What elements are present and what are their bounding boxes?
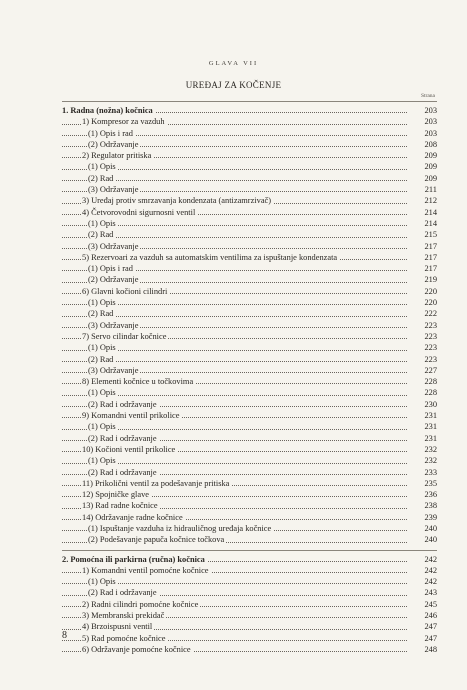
toc-entry[interactable] [62, 274, 437, 285]
toc-entry[interactable] [62, 599, 437, 610]
toc-entry-page: 220 [409, 286, 437, 297]
toc-entry[interactable] [62, 207, 437, 218]
toc-entry-page: 217 [409, 252, 437, 263]
toc-entry[interactable] [62, 633, 437, 644]
toc-entry-page: 238 [409, 500, 437, 511]
toc-entry-title: 14) Održavanje radne kočnice [82, 512, 183, 522]
toc-entry[interactable] [62, 308, 437, 319]
toc-entry[interactable] [62, 565, 437, 576]
toc-entry-title: (1) Opis [88, 343, 116, 353]
toc-entry-page: 219 [409, 274, 437, 285]
toc-entry-title: 1. Radna (nožna) kočnica [62, 106, 153, 115]
toc-entry-title: 1) Komandni ventil pomoćne kočnice [82, 565, 209, 575]
toc-entry[interactable] [62, 297, 437, 308]
toc-entry-page: 235 [409, 478, 437, 489]
toc-entry-page: 214 [409, 207, 437, 218]
toc-entry[interactable] [62, 587, 437, 598]
toc-entry[interactable] [62, 263, 437, 274]
toc-entry-title: (3) Održavanje [88, 185, 139, 195]
toc-entry[interactable] [62, 128, 437, 139]
toc-entry[interactable] [62, 500, 437, 511]
toc-entry-page: 208 [409, 139, 437, 150]
toc-entry-page: 231 [409, 421, 437, 432]
toc-entry-title: (2) Rad i održavanje [88, 399, 157, 409]
toc-entry[interactable] [62, 489, 437, 500]
toc-entry-title: (2) Podešavanje papuča kočnice točkova [88, 535, 225, 545]
toc-entry-title: (3) Održavanje [88, 241, 139, 251]
toc-entry-page: 247 [409, 633, 437, 644]
toc-entry-page: 217 [409, 263, 437, 274]
toc-entry-page: 223 [409, 342, 437, 353]
toc-entry-title: (1) Opis [88, 218, 116, 228]
toc-entry-title: 6) Glavni kočioni cilindri [82, 286, 168, 296]
toc-entry[interactable] [62, 512, 437, 523]
toc-entry-title: 3) Membranski prekidač [82, 611, 165, 621]
toc-entry-title: (2) Rad i održavanje [88, 467, 157, 477]
toc-entry-page: 209 [409, 161, 437, 172]
toc-entry-title: (1) Opis [88, 456, 116, 466]
toc-entry[interactable] [62, 173, 437, 184]
toc-entry-page: 232 [409, 444, 437, 455]
toc-entry-page: 211 [409, 184, 437, 195]
section-title: UREĐAJ ZA KOČENJE [185, 80, 282, 90]
toc-entry[interactable] [62, 150, 437, 161]
toc-entry-page: 223 [409, 320, 437, 331]
toc-entry-title: 4) Četvorovodni sigurnosni ventil [82, 207, 196, 217]
toc-entry-page: 242 [409, 554, 437, 565]
toc-entry-page: 232 [409, 455, 437, 466]
toc-entry[interactable] [62, 116, 437, 127]
toc-entry-page: 248 [409, 644, 437, 655]
toc-entry-title: (1) Opis [88, 388, 116, 398]
toc-entry-title: 12) Spojničke glave [82, 490, 149, 500]
toc-entry-page: 246 [409, 610, 437, 621]
toc-entry-title: (2) Održavanje [88, 139, 139, 149]
toc-entry-page: 242 [409, 576, 437, 587]
toc-entry[interactable] [62, 354, 437, 365]
toc-entry-title: 5) Rezervoari za vazduh sa automatskim ventilima za ispuštanje kondenzata [82, 252, 338, 262]
toc-entry[interactable] [62, 286, 437, 297]
toc-entry[interactable] [62, 478, 437, 489]
section-rule [62, 101, 437, 102]
toc-entry-page: 240 [409, 534, 437, 545]
toc-entry[interactable] [62, 376, 437, 387]
toc-entry-page: 245 [409, 599, 437, 610]
toc-entry[interactable] [62, 433, 437, 444]
toc-entry-title: (1) Opis [88, 577, 116, 587]
toc-entry[interactable] [62, 229, 437, 240]
toc-entry[interactable] [62, 139, 437, 150]
section-rule [62, 550, 437, 551]
toc-entry-page: 214 [409, 218, 437, 229]
toc-entry-title: (1) Opis i rad [88, 264, 133, 274]
toc-entry[interactable] [62, 399, 437, 410]
toc-entry-title: 1) Kompresor za vazduh [82, 117, 165, 127]
toc-entry-page: 209 [409, 150, 437, 161]
toc-entry[interactable] [62, 365, 437, 376]
toc-section-entry[interactable] [62, 105, 437, 116]
toc-entry-title: 11) Prikolični ventil za podešavanje pritiska [82, 478, 230, 488]
toc-entry-page: 243 [409, 587, 437, 598]
toc-entry[interactable] [62, 387, 437, 398]
toc-entry-page: 239 [409, 512, 437, 523]
toc-entry-title: (2) Održavanje [88, 275, 139, 285]
toc-entry-page: 240 [409, 523, 437, 534]
toc-entry-page: 231 [409, 433, 437, 444]
toc-entry-title: 6) Održavanje pomoćne kočnice [82, 644, 191, 654]
toc-entry-title: (1) Opis [88, 422, 116, 432]
toc-entry-title: 4) Brzoispusni ventil [82, 622, 153, 632]
toc-entry-title: (2) Rad [88, 230, 114, 240]
toc-entry[interactable] [62, 621, 437, 632]
toc-entry[interactable] [62, 331, 437, 342]
toc-entry-page: 228 [409, 376, 437, 387]
toc-entry[interactable] [62, 241, 437, 252]
toc-entry-title: (3) Održavanje [88, 365, 139, 375]
table-of-contents [62, 100, 437, 655]
toc-entry-page: 231 [409, 410, 437, 421]
toc-entry-page: 228 [409, 387, 437, 398]
toc-entry[interactable] [62, 218, 437, 229]
toc-entry-title: (2) Rad i održavanje [88, 588, 157, 598]
toc-entry-page: 222 [409, 308, 437, 319]
toc-entry-title: 5) Rad pomoćne kočnice [82, 633, 166, 643]
toc-entry-page: 247 [409, 621, 437, 632]
toc-entry-title: 2) Radni cilindri pomoćne kočnice [82, 599, 199, 609]
toc-entry-title: (1) Opis [88, 298, 116, 308]
toc-entry-title: (2) Rad [88, 354, 114, 364]
toc-entry-page: 220 [409, 297, 437, 308]
toc-entry[interactable] [62, 644, 437, 655]
toc-entry-page: 236 [409, 489, 437, 500]
toc-entry-title: (2) Rad i održavanje [88, 433, 157, 443]
toc-entry[interactable] [62, 455, 437, 466]
toc-entry[interactable] [62, 320, 437, 331]
toc-entry-page: 203 [409, 105, 437, 116]
toc-entry-title: 2. Pomoćna ili parkirna (ručna) kočnica [62, 554, 205, 564]
toc-entry[interactable] [62, 410, 437, 421]
toc-entry-title: 2) Regulator pritiska [82, 151, 152, 161]
toc-entry-page: 227 [409, 365, 437, 376]
page-number: 8 [62, 630, 67, 641]
toc-entry[interactable] [62, 444, 437, 455]
toc-entry[interactable] [62, 576, 437, 587]
chapter-heading: GLAVA VII [208, 60, 259, 67]
toc-entry-page: 203 [409, 116, 437, 127]
toc-entry-page: 209 [409, 173, 437, 184]
toc-entry[interactable] [62, 184, 437, 195]
toc-entry-page: 223 [409, 354, 437, 365]
toc-entry-title: 10) Kočioni ventil prikolice [82, 444, 176, 454]
toc-entry-title: (1) Opis i rad [88, 128, 133, 138]
toc-entry[interactable] [62, 252, 437, 263]
toc-entry-title: (2) Rad [88, 173, 114, 183]
toc-entry[interactable] [62, 342, 437, 353]
toc-entry[interactable] [62, 421, 437, 432]
toc-entry-page: 212 [409, 195, 437, 206]
toc-entry-title: (1) Ispuštanje vazduha iz hidrauličnog uređaja kočnice [88, 523, 272, 533]
toc-entry-page: 217 [409, 241, 437, 252]
toc-entry[interactable] [62, 534, 437, 545]
toc-entry[interactable] [62, 610, 437, 621]
toc-entry[interactable] [62, 467, 437, 478]
page-column-label: Strana [420, 93, 435, 99]
toc-entry-page: 230 [409, 399, 437, 410]
toc-entry-title: 3) Uređaj protiv smrzavanja kondenzata (antizamrzivač) [82, 196, 272, 206]
toc-entry-title: (3) Održavanje [88, 320, 139, 330]
toc-entry-page: 215 [409, 229, 437, 240]
toc-entry-page: 233 [409, 467, 437, 478]
toc-section-entry[interactable] [62, 554, 437, 565]
toc-entry-title: 9) Komandni ventil prikolice [82, 411, 180, 421]
toc-entry-title: (2) Rad [88, 309, 114, 319]
toc-entry[interactable] [62, 161, 437, 172]
toc-entry[interactable] [62, 195, 437, 206]
toc-entry-page: 203 [409, 128, 437, 139]
toc-entry-page: 242 [409, 565, 437, 576]
toc-entry[interactable] [62, 523, 437, 534]
toc-entry-title: 8) Elementi kočnice u točkovima [82, 377, 194, 387]
toc-entry-page: 223 [409, 331, 437, 342]
toc-entry-title: 13) Rad radne kočnice [82, 501, 158, 511]
toc-entry-title: 7) Servo cilindar kočnice [82, 331, 167, 341]
toc-entry-title: (1) Opis [88, 162, 116, 172]
